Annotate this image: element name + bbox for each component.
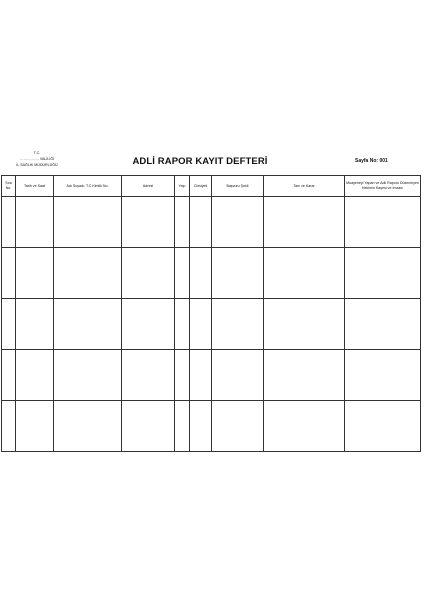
table-cell [54,401,122,452]
institution-line-1: T.C. [33,151,41,155]
table-cell [2,350,16,401]
column-header-adresi: Adresi [122,176,175,197]
column-header-hekim-imza: Muayeneyi Yapan ve Adli Raporu Düzenleyen Hekimin Kaşesi ve İmzası [345,176,421,197]
column-header-tani-karar: Tanı ve Karar [264,176,345,197]
table-cell [212,248,264,299]
table-cell [345,197,421,248]
table-cell [16,401,54,452]
table-cell [122,248,175,299]
table-cell [122,299,175,350]
table-cell [16,299,54,350]
table-cell [16,197,54,248]
column-header-sira-no: Sıra No. [2,176,16,197]
table-cell [264,299,345,350]
column-header-adi-soyadi: Adı Soyadı; T.C Kimlik No. [54,176,122,197]
table-cell [54,197,122,248]
table-cell [190,401,212,452]
document-title: ADLİ RAPOR KAYIT DEFTERİ [132,156,268,167]
table-cell [345,401,421,452]
table-cell [175,248,190,299]
table-cell [190,197,212,248]
column-header-cinsiyeti: Cinsiyeti [190,176,212,197]
table-cell [16,350,54,401]
table-cell [175,401,190,452]
header-row [2,176,421,197]
table-cell [212,401,264,452]
table-row [2,248,421,299]
institution-block [2,150,72,168]
table-cell [264,197,345,248]
table-cell [54,248,122,299]
table-cell [345,299,421,350]
table-cell [212,197,264,248]
column-header-tarih-saat: Tarih ve Saat [16,176,54,197]
table-cell [54,350,122,401]
table-cell [2,248,16,299]
page-number: Sayfa No: 001 [355,158,388,164]
table-cell [264,350,345,401]
table-cell [190,350,212,401]
table-cell [2,299,16,350]
column-header-yasi: Yaşı [175,176,190,197]
table-cell [190,299,212,350]
table-cell [264,401,345,452]
table-cell [212,299,264,350]
institution-line-2: ……………. VALİLİĞİ [19,157,55,161]
table-cell [2,401,16,452]
table-cell [264,248,345,299]
register-table [1,175,421,452]
table-cell [175,197,190,248]
table-cell [122,350,175,401]
table-row [2,197,421,248]
register-body [2,197,421,452]
table-row [2,299,421,350]
table-cell [122,401,175,452]
table-cell [212,350,264,401]
table-cell [175,299,190,350]
institution-line-3: İL SAĞLIK MÜDÜRLÜĞÜ [16,163,58,167]
table-cell [2,197,16,248]
table-cell [345,350,421,401]
table-cell [175,350,190,401]
table-cell [190,248,212,299]
table-cell [54,299,122,350]
table-row [2,350,421,401]
column-header-basvuru-sekli: Başvuru Şekli [212,176,264,197]
table-cell [122,197,175,248]
table-row [2,401,421,452]
table-cell [16,248,54,299]
table-cell [345,248,421,299]
